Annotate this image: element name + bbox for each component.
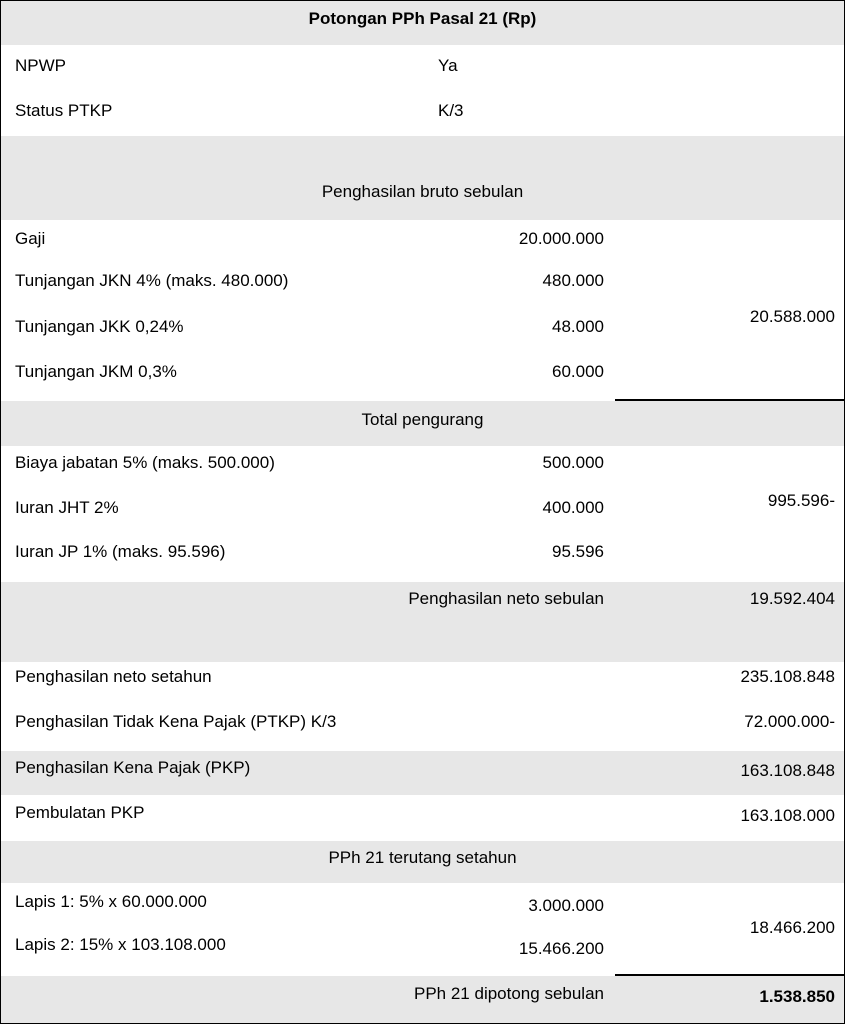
neto-setahun-value: 235.108.848 xyxy=(740,667,835,686)
status-ptkp-label: Status PTKP xyxy=(15,101,113,120)
bruto-underline xyxy=(615,399,845,401)
bruto-item-amount: 60.000 xyxy=(552,362,604,381)
bruto-item-label: Gaji xyxy=(15,229,46,248)
terutang-underline xyxy=(615,974,845,976)
pkp-value: 163.108.848 xyxy=(740,761,835,780)
bruto-item-amount: 48.000 xyxy=(552,317,604,336)
dipotong-label: PPh 21 dipotong sebulan xyxy=(414,984,604,1003)
spacer-band xyxy=(1,136,844,220)
npwp-label: NPWP xyxy=(15,56,66,75)
layer-label: Lapis 1: 5% x 60.000.000 xyxy=(15,892,207,911)
dipotong-value: 1.538.850 xyxy=(759,987,835,1006)
pengurang-total: 995.596- xyxy=(767,491,835,510)
table-title: Potongan PPh Pasal 21 (Rp) xyxy=(308,9,537,28)
bruto-item-label: Tunjangan JKN 4% (maks. 480.000) xyxy=(15,271,289,290)
terutang-heading: PPh 21 terutang setahun xyxy=(328,848,517,867)
ptkp-value: 72.000.000- xyxy=(744,712,835,731)
pembulatan-value: 163.108.000 xyxy=(740,806,835,825)
neto-sebulan-value: 19.592.404 xyxy=(749,589,835,608)
terutang-total: 18.466.200 xyxy=(749,918,835,937)
pengurang-item-amount: 400.000 xyxy=(542,498,604,517)
bruto-item-amount: 20.000.000 xyxy=(518,229,604,248)
bruto-item-label: Tunjangan JKK 0,24% xyxy=(15,317,184,336)
pengurang-item-label: Iuran JP 1% (maks. 95.596) xyxy=(15,542,226,561)
layer-amount: 15.466.200 xyxy=(518,939,604,958)
bruto-heading: Penghasilan bruto sebulan xyxy=(321,182,524,201)
pengurang-item-amount: 95.596 xyxy=(552,542,604,561)
pengurang-item-amount: 500.000 xyxy=(542,453,604,472)
pengurang-item-label: Biaya jabatan 5% (maks. 500.000) xyxy=(15,453,275,472)
bruto-item-label: Tunjangan JKM 0,3% xyxy=(15,362,177,381)
bruto-item-amount: 480.000 xyxy=(542,271,604,290)
ptkp-label: Penghasilan Tidak Kena Pajak (PTKP) K/3 xyxy=(15,712,337,731)
npwp-value: Ya xyxy=(438,56,458,75)
neto-sebulan-label: Penghasilan neto sebulan xyxy=(408,589,604,608)
layer-amount: 3.000.000 xyxy=(528,896,604,915)
neto-setahun-label: Penghasilan neto setahun xyxy=(15,667,212,686)
pkp-label: Penghasilan Kena Pajak (PKP) xyxy=(15,758,251,777)
pengurang-item-label: Iuran JHT 2% xyxy=(15,498,119,517)
layer-label: Lapis 2: 15% x 103.108.000 xyxy=(15,935,226,954)
bruto-total: 20.588.000 xyxy=(749,307,835,326)
pengurang-heading: Total pengurang xyxy=(361,410,484,429)
pembulatan-label: Pembulatan PKP xyxy=(15,803,145,822)
status-ptkp-value: K/3 xyxy=(438,101,464,120)
